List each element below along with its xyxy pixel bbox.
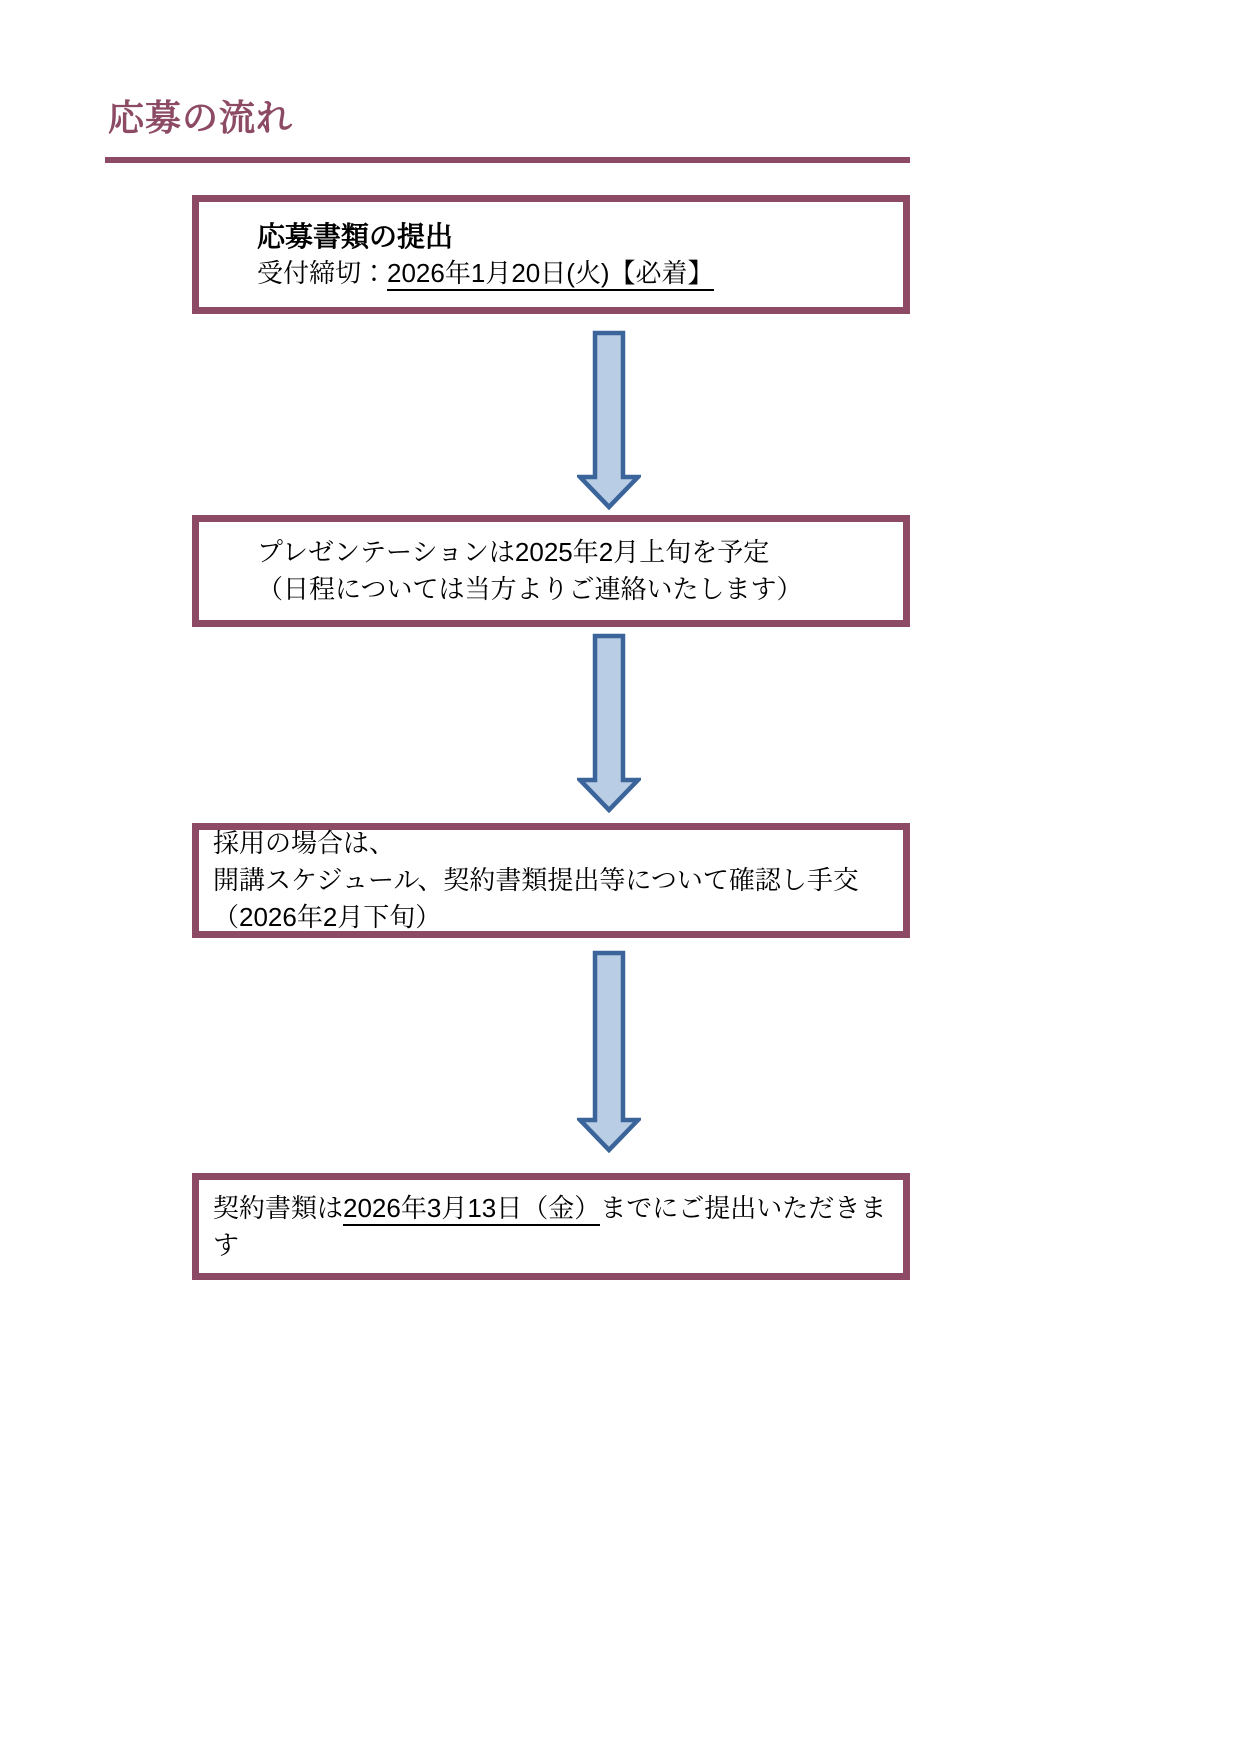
step-3-line-1: 採用の場合は、 [213, 828, 396, 858]
down-arrow-icon [577, 633, 641, 813]
down-arrow-icon [577, 330, 641, 510]
contract-suffix: までにご提出いただきます [213, 1192, 887, 1260]
step-3-line-3: （2026年2月下旬） [213, 902, 442, 932]
down-arrow-icon [577, 950, 641, 1153]
flow-step-1-document-submission [192, 195, 910, 314]
contract-date-underlined: 2026年3月13日（金） [343, 1193, 600, 1226]
step-1-heading: 応募書類の提出 [257, 220, 454, 252]
step-3-line-2: 開講スケジュール、契約書類提出等について確認し手交 [213, 865, 859, 895]
deadline-label: 受付締切： [257, 257, 388, 288]
step-2-line-1: プレゼンテーションは2025年2月上旬を予定 [257, 537, 770, 567]
step-1-deadline-line [257, 255, 903, 292]
flow-step-4-contract-documents [192, 1173, 910, 1280]
contract-prefix: 契約書類は [213, 1192, 344, 1223]
flow-step-3-hiring-confirmation [192, 823, 910, 938]
step-2-line-2: （日程については当方よりご連絡いたします） [257, 574, 803, 604]
deadline-date-underlined: 2026年1月20日(火)【必着】 [387, 258, 714, 291]
flow-step-2-presentation [192, 515, 910, 627]
title-underline [105, 157, 910, 163]
step-4-line [213, 1190, 903, 1264]
page-title: 応募の流れ [108, 97, 294, 138]
